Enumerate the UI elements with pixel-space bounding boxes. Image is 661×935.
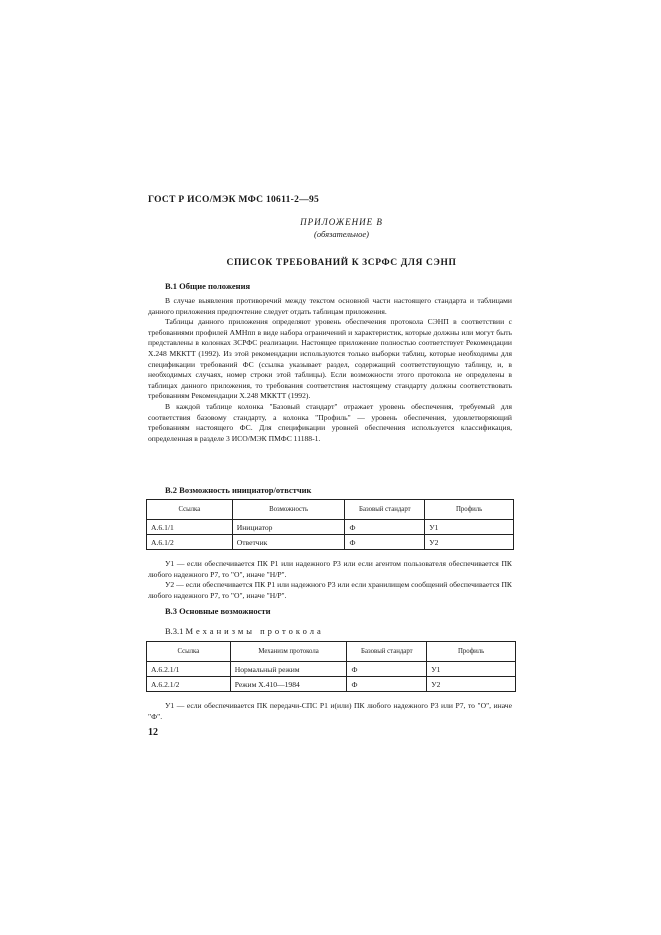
table-row xyxy=(147,520,514,535)
subsection-title: Механизмы протокола xyxy=(185,626,324,636)
table-row xyxy=(147,662,516,677)
page-number: 12 xyxy=(148,727,158,738)
table-cell: У1 xyxy=(427,662,516,677)
section-b2-heading: B.2 Возможность инициатор/отвстчик xyxy=(165,485,312,495)
column-header: Ссылка xyxy=(147,500,233,520)
table-cell: A.6.1/1 xyxy=(147,520,233,535)
table-cell: Нормальный режим xyxy=(230,662,347,677)
protocol-mechanisms-table xyxy=(146,641,516,692)
column-header: Базовый стандарт xyxy=(345,500,425,520)
paragraph: В случае выявления противоречий между текстом основной части настоящего стандарта и таблицами данного приложения предпочтение следует отдать таблицам приложения. xyxy=(148,296,512,316)
paragraph: Таблицы данного приложения определяют уровень обеспечения протокола СЭНП в соответствии с требованиями профилей АМНпп в виде набора ограничений и характеристик, которые должны или могут быть представлены в колонках ЗСРФС реализации. Настоящее приложение полностью соответствует Рекомендации X.248 МККТТ (1992). Из этой рекомендации используются только выборки таблиц, которые необходимы для спецификации требований ФС (ссылка указывает раздел, содержащий соответствующую таблицу, и, в необходимых случаях, номер строки этой таблицы). Если возможности этого протокола не определены в таблицах данного приложения, то требования соответствия настоящему стандарту должны соответствовать требованиям Рекомендации X.248 МККТТ (1992). xyxy=(148,317,512,401)
section-b1-body xyxy=(148,296,512,444)
table-cell: A.6.2.1/2 xyxy=(147,677,231,692)
table-cell: Ф xyxy=(345,535,425,550)
paragraph: В каждой таблице колонка "Базовый стандарт" отражает уровень обеспечения, требуемый для соответствия базовому стандарту, а колонка "Профиль" — уровень обеспечения, удовлетворяющий требованиям настоящего ФС. Для спецификации уровней обеспечения используется классификация, определенная в разделе 3 ИСО/МЭК ПМФС 11188-1. xyxy=(148,401,512,443)
table-header-row xyxy=(147,500,514,520)
table-cell: Ф xyxy=(347,677,427,692)
column-header: Ссылка xyxy=(147,642,231,662)
table-cell: Режим X.410—1984 xyxy=(230,677,347,692)
table-header-row xyxy=(147,642,516,662)
subsection-number: B.3.1 xyxy=(165,626,184,636)
table-cell: Ф xyxy=(345,520,425,535)
annex-title: ПРИЛОЖЕНИЕ B xyxy=(300,217,383,227)
table-cell: У1 xyxy=(425,520,514,535)
table-cell: У2 xyxy=(425,535,514,550)
section-b1-heading: B.1 Общие положения xyxy=(165,281,251,291)
column-header: Механизм протокола xyxy=(230,642,347,662)
table-row xyxy=(147,677,516,692)
table-cell: A.6.1/2 xyxy=(147,535,233,550)
subsection-heading xyxy=(165,626,324,636)
note: У2 — если обеспечивается ПК Р1 или надежного Р3 или если хранилищем сообщений обеспечивается ПК любого надежного Р7, то "О", иначе "Н/Р". xyxy=(148,580,512,600)
section-b3-note xyxy=(148,701,512,722)
table-cell: Инициатор xyxy=(232,520,345,535)
column-header: Профиль xyxy=(425,500,514,520)
main-title: СПИСОК ТРЕБОВАНИЙ К ЗСРФС ДЛЯ СЭНП xyxy=(226,258,457,268)
table-cell: У2 xyxy=(427,677,516,692)
annex-subtitle: (обязательное) xyxy=(314,229,369,239)
column-header: Базовый стандарт xyxy=(347,642,427,662)
note: У1 — если обеспечивается ПК передачи-СПС Р1 и(или) ПК любого надежного Р3 или Р7, то "О", иначе "Ф". xyxy=(148,701,512,721)
table-cell: Ответчик xyxy=(232,535,345,550)
note: У1 — если обеспечивается ПК Р1 или надежного Р3 или если агентом пользователя обеспечивается ПК любого надежного Р7, то "О", иначе "Н/Р". xyxy=(148,559,512,579)
capability-table xyxy=(146,499,514,550)
column-header: Возможность xyxy=(232,500,345,520)
section-b2-notes xyxy=(148,559,512,601)
annex-title-block xyxy=(0,216,661,240)
table-cell: Ф xyxy=(347,662,427,677)
table-row xyxy=(147,535,514,550)
column-header: Профиль xyxy=(427,642,516,662)
section-b3-heading: B.3 Основные возможности xyxy=(165,606,271,616)
table-cell: A.6.2.1/1 xyxy=(147,662,231,677)
document-header: ГОСТ Р ИСО/МЭК МФС 10611-2—95 xyxy=(148,195,320,205)
